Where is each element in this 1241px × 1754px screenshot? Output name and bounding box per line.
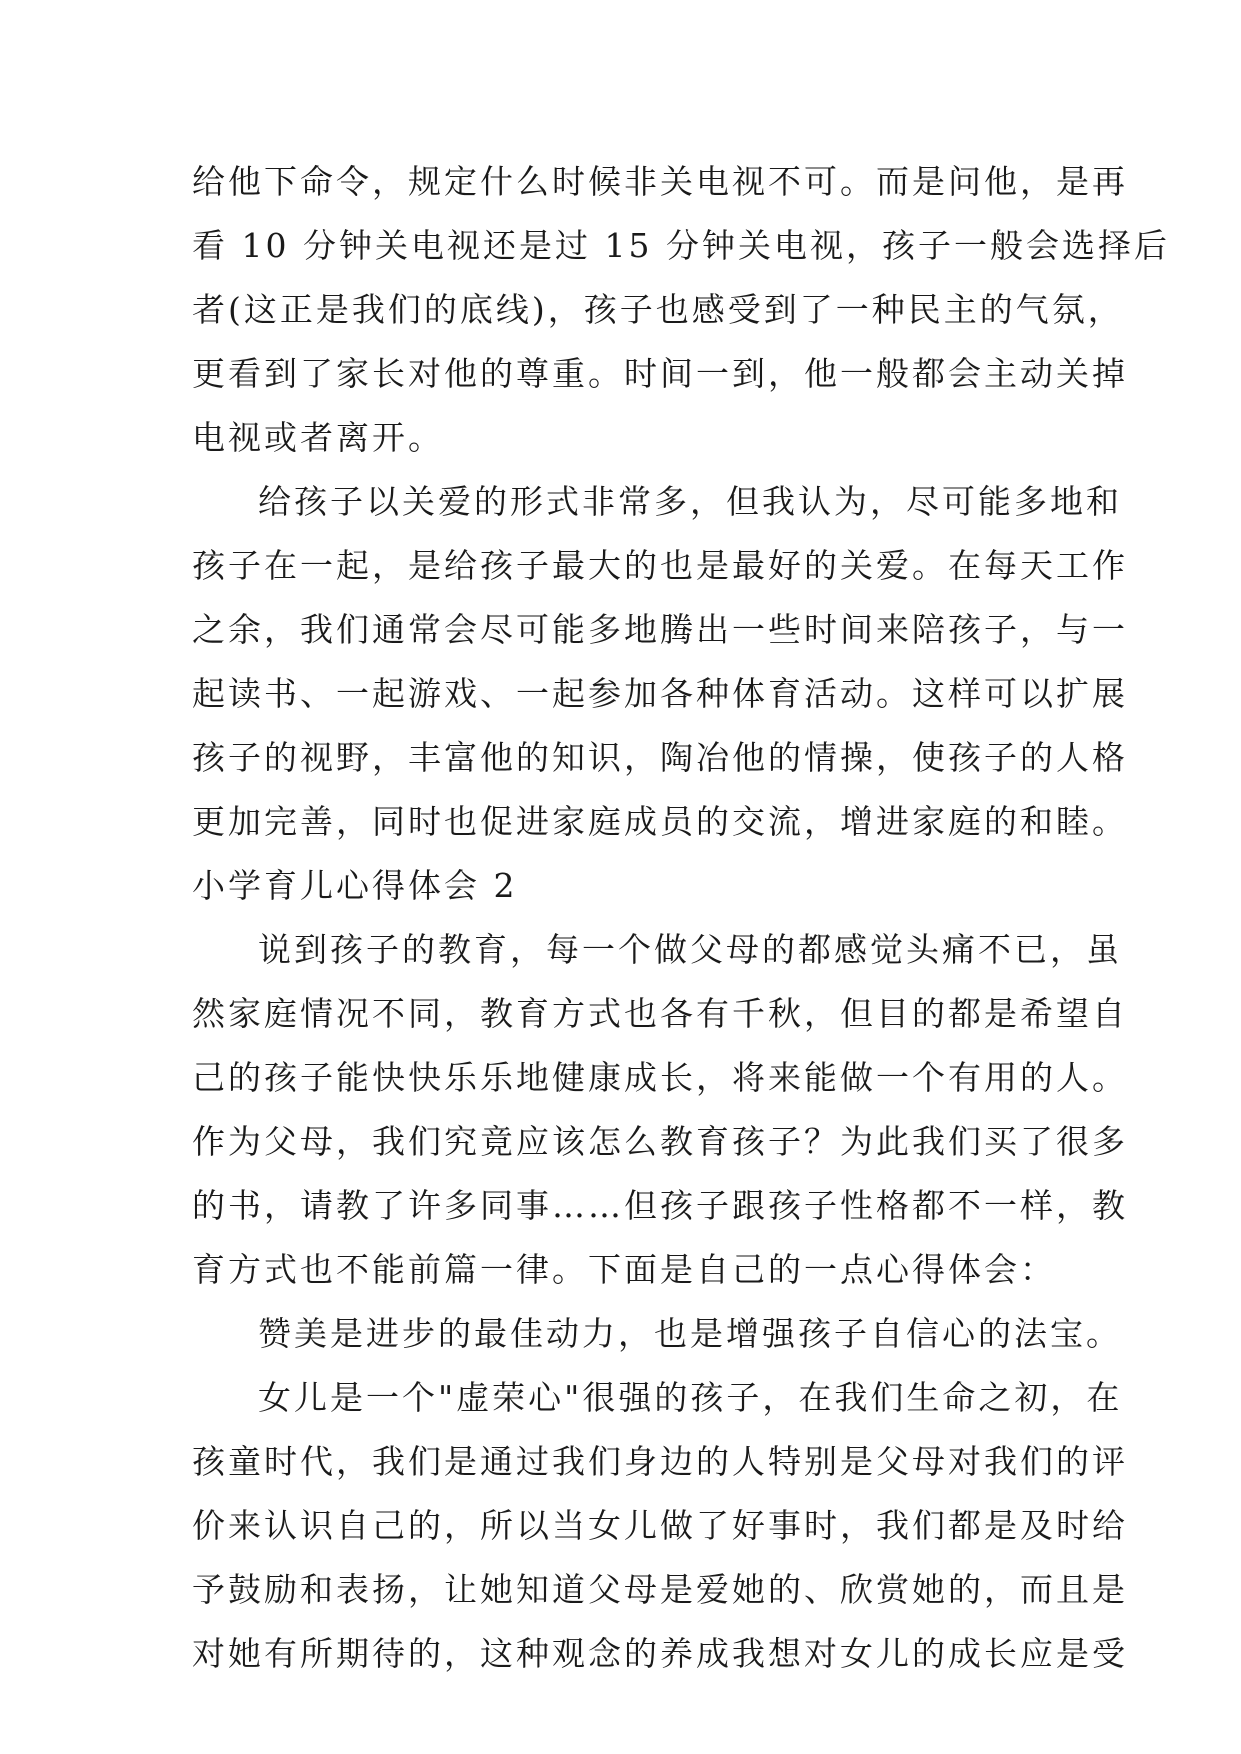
text-line: 孩子的视野，丰富他的知识，陶冶他的情操，使孩子的人格 [192,738,1128,777]
paragraph-start-line: 给孩子以关爱的形式非常多，但我认为，尽可能多地和 [258,482,1122,521]
paragraph-start-line: 女儿是一个"虚荣心"很强的孩子，在我们生命之初，在 [258,1378,1123,1417]
text-line: 更加完善，同时也促进家庭成员的交流，增进家庭的和睦。 [192,802,1128,841]
text-line: 价来认识自己的，所以当女儿做了好事时，我们都是及时给 [192,1506,1128,1545]
text-line: 作为父母，我们究竟应该怎么教育孩子？为此我们买了很多 [192,1122,1128,1161]
text-line: 的书，请教了许多同事……但孩子跟孩子性格都不一样，教 [192,1186,1128,1225]
text-line: 孩子在一起，是给孩子最大的也是最好的关爱。在每天工作 [192,546,1128,585]
text-line: 电视或者离开。 [192,418,444,457]
text-line: 然家庭情况不同，教育方式也各有千秋，但目的都是希望自 [192,994,1128,1033]
text-line: 更看到了家长对他的尊重。时间一到，他一般都会主动关掉 [192,354,1128,393]
text-line: 孩童时代，我们是通过我们身边的人特别是父母对我们的评 [192,1442,1128,1481]
text-line: 看 10 分钟关电视还是过 15 分钟关电视，孩子一般会选择后 [192,226,1170,265]
paragraph-start-line: 说到孩子的教育，每一个做父母的都感觉头痛不已，虽 [258,930,1122,969]
document-body [192,150,1170,1686]
text-line: 对她有所期待的，这种观念的养成我想对女儿的成长应是受 [192,1634,1128,1673]
text-line: 己的孩子能快快乐乐地健康成长，将来能做一个有用的人。 [192,1058,1128,1097]
text-line: 起读书、一起游戏、一起参加各种体育活动。这样可以扩展 [192,674,1128,713]
text-line: 之余，我们通常会尽可能多地腾出一些时间来陪孩子，与一 [192,610,1128,649]
text-line: 育方式也不能前篇一律。下面是自己的一点心得体会： [192,1250,1056,1289]
text-line: 给他下命令，规定什么时候非关电视不可。而是问他，是再 [192,162,1128,201]
text-line: 予鼓励和表扬，让她知道父母是爱她的、欣赏她的，而且是 [192,1570,1128,1609]
text-line: 者(这正是我们的底线)，孩子也感受到了一种民主的气氛， [192,290,1124,329]
paragraph-start-line: 赞美是进步的最佳动力，也是增强孩子自信心的法宝。 [258,1314,1122,1353]
section-heading: 小学育儿心得体会 2 [192,866,518,905]
